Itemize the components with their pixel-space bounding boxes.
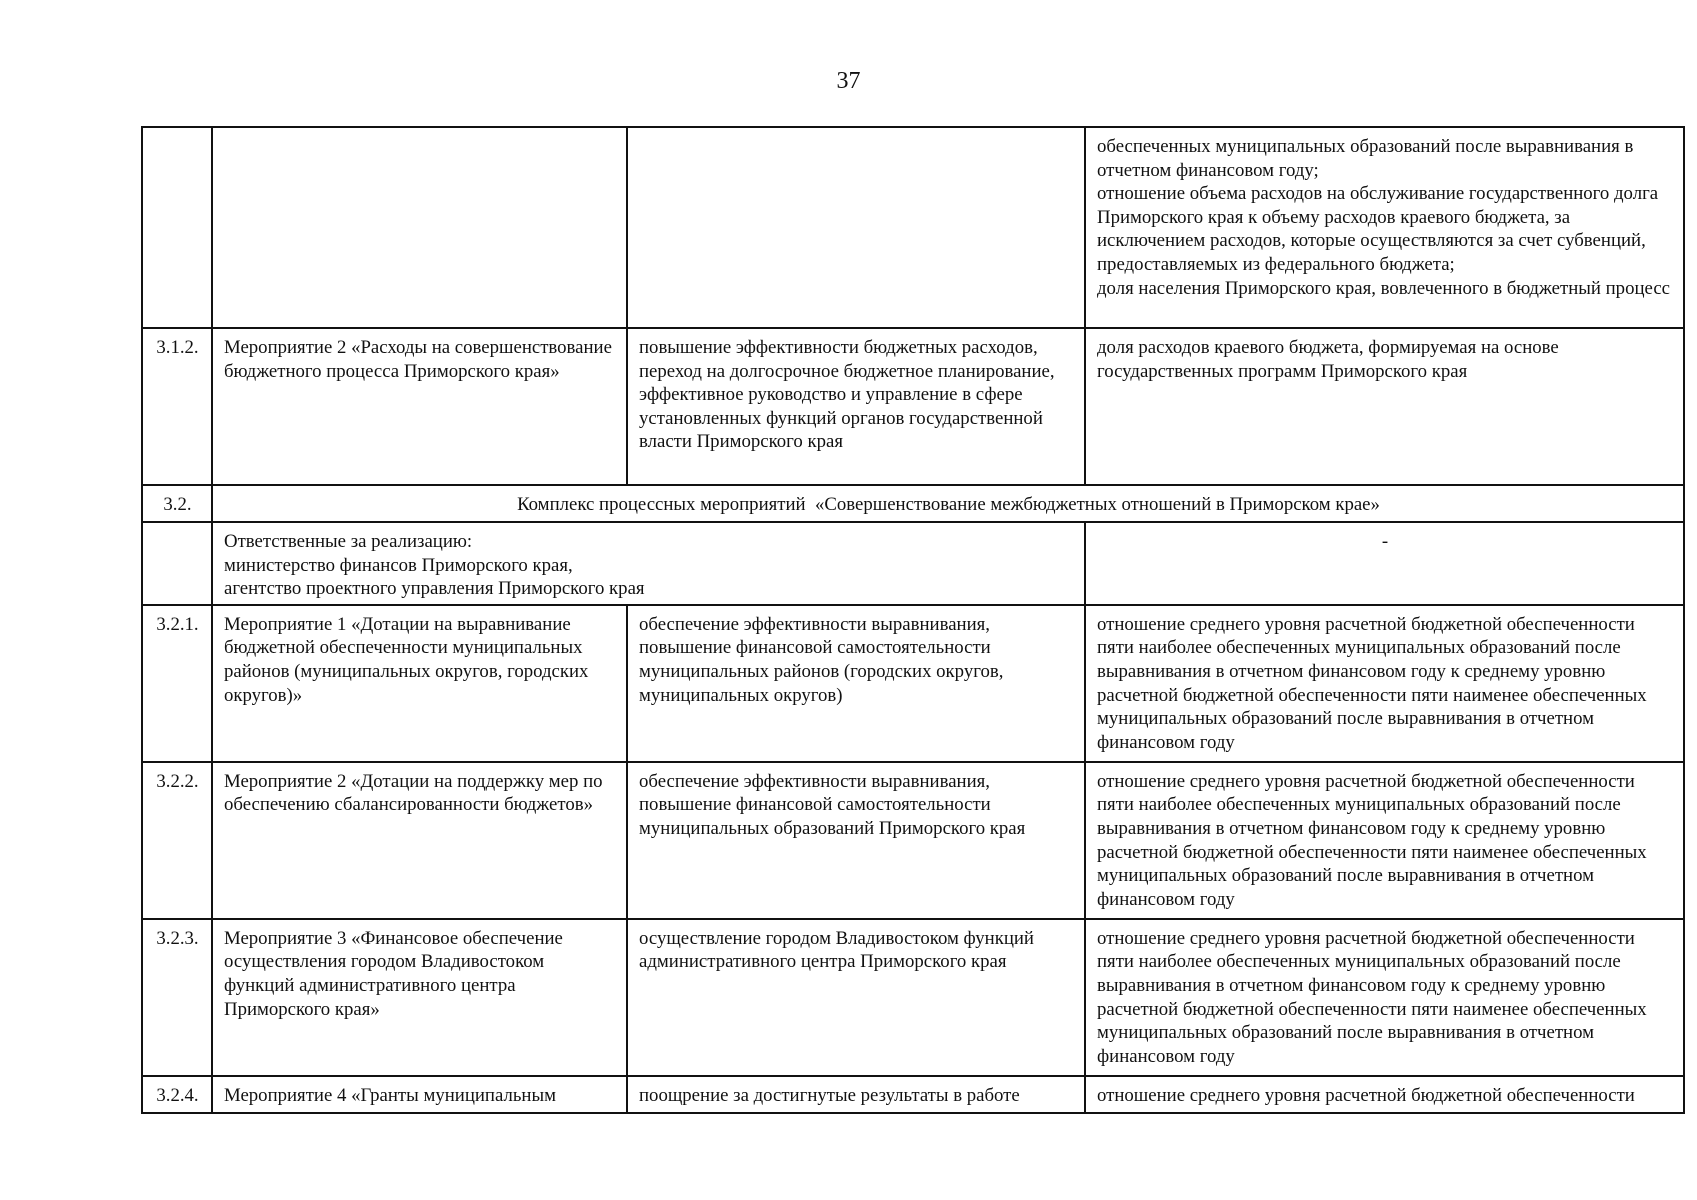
tasks-cell [627, 127, 1085, 328]
dash-cell: - [1085, 522, 1684, 605]
num-cell: 3.2.1. [142, 605, 212, 762]
cell-text: обеспеченных муниципальных образований после выравнивания в отчетном финансовом году; отношение объема расходов на обслуживание государственного долга Приморского края к объему расходов краевого бюджета, за исключением расходов, которые осуществляются за счет субвенций, предоставляемых из федерального бюджета; доля населения Приморского края, вовлеченного в бюджетный процесс [1097, 136, 1670, 299]
event-cell: Мероприятие 4 «Гранты муниципальным [212, 1076, 627, 1113]
tasks-cell: обеспечение эффективности выравнивания, повышение финансовой самостоятельности муниципальных образований Приморского края [627, 762, 1085, 919]
num-cell: 3.1.2. [142, 328, 212, 485]
table-row [142, 919, 1684, 1076]
section-title: Комплекс процессных мероприятий «Совершенствование межбюджетных отношений в Приморском крае» [212, 485, 1684, 522]
table-row-continued [142, 127, 1684, 328]
event-cell: Мероприятие 2 «Дотации на поддержку мер по обеспечению сбалансированности бюджетов» [212, 762, 627, 919]
responsible-text: Ответственные за реализацию: министерство финансов Приморского края, агентство проектного управления Приморского края [224, 531, 645, 600]
event-cell: Мероприятие 3 «Финансовое обеспечение осуществления городом Владивостоком функций административного центра Приморского края» [212, 919, 627, 1076]
table-row [142, 1076, 1684, 1113]
num-cell: 3.2.3. [142, 919, 212, 1076]
num-cell: 3.2.4. [142, 1076, 212, 1113]
indicators-cell: доля расходов краевого бюджета, формируемая на основе государственных программ Приморского края [1085, 328, 1684, 485]
measures-table [141, 126, 1685, 1114]
indicators-cell: отношение среднего уровня расчетной бюджетной обеспеченности [1085, 1076, 1684, 1113]
table-row [142, 328, 1684, 485]
section-row [142, 485, 1684, 522]
tasks-cell: обеспечение эффективности выравнивания, повышение финансовой самостоятельности муниципальных районов (городских округов, муниципальных округов) [627, 605, 1085, 762]
tasks-cell: поощрение за достигнутые результаты в работе [627, 1076, 1085, 1113]
indicators-cell [1085, 127, 1684, 328]
num-cell [142, 127, 212, 328]
num-cell [142, 522, 212, 605]
page-number: 37 [836, 68, 861, 94]
table-row [142, 762, 1684, 919]
event-cell: Мероприятие 1 «Дотации на выравнивание бюджетной обеспеченности муниципальных районов (муниципальных округов, городских округов)» [212, 605, 627, 762]
responsible-cell [212, 522, 1085, 605]
responsible-row [142, 522, 1684, 605]
indicators-cell: отношение среднего уровня расчетной бюджетной обеспеченности пяти наиболее обеспеченных муниципальных образований после выравнивания в отчетном финансовом году к среднему уровню расчетной бюджетной обеспеченности пяти наименее обеспеченных муниципальных образований после выравнивания в отчетном финансовом году [1085, 762, 1684, 919]
event-cell [212, 127, 627, 328]
num-cell: 3.2.2. [142, 762, 212, 919]
indicators-cell: отношение среднего уровня расчетной бюджетной обеспеченности пяти наиболее обеспеченных муниципальных образований после выравнивания в отчетном финансовом году к среднему уровню расчетной бюджетной обеспеченности пяти наименее обеспеченных муниципальных образований после выравнивания в отчетном финансовом году [1085, 605, 1684, 762]
event-cell: Мероприятие 2 «Расходы на совершенствование бюджетного процесса Приморского края» [212, 328, 627, 485]
num-cell: 3.2. [142, 485, 212, 522]
tasks-cell: повышение эффективности бюджетных расходов, переход на долгосрочное бюджетное планирование, эффективное руководство и управление в сфере установленных функций органов государственной власти Приморского края [627, 328, 1085, 485]
table-row [142, 605, 1684, 762]
tasks-cell: осуществление городом Владивостоком функций административного центра Приморского края [627, 919, 1085, 1076]
indicators-cell: отношение среднего уровня расчетной бюджетной обеспеченности пяти наиболее обеспеченных муниципальных образований после выравнивания в отчетном финансовом году к среднему уровню расчетной бюджетной обеспеченности пяти наименее обеспеченных муниципальных образований после выравнивания в отчетном финансовом году [1085, 919, 1684, 1076]
